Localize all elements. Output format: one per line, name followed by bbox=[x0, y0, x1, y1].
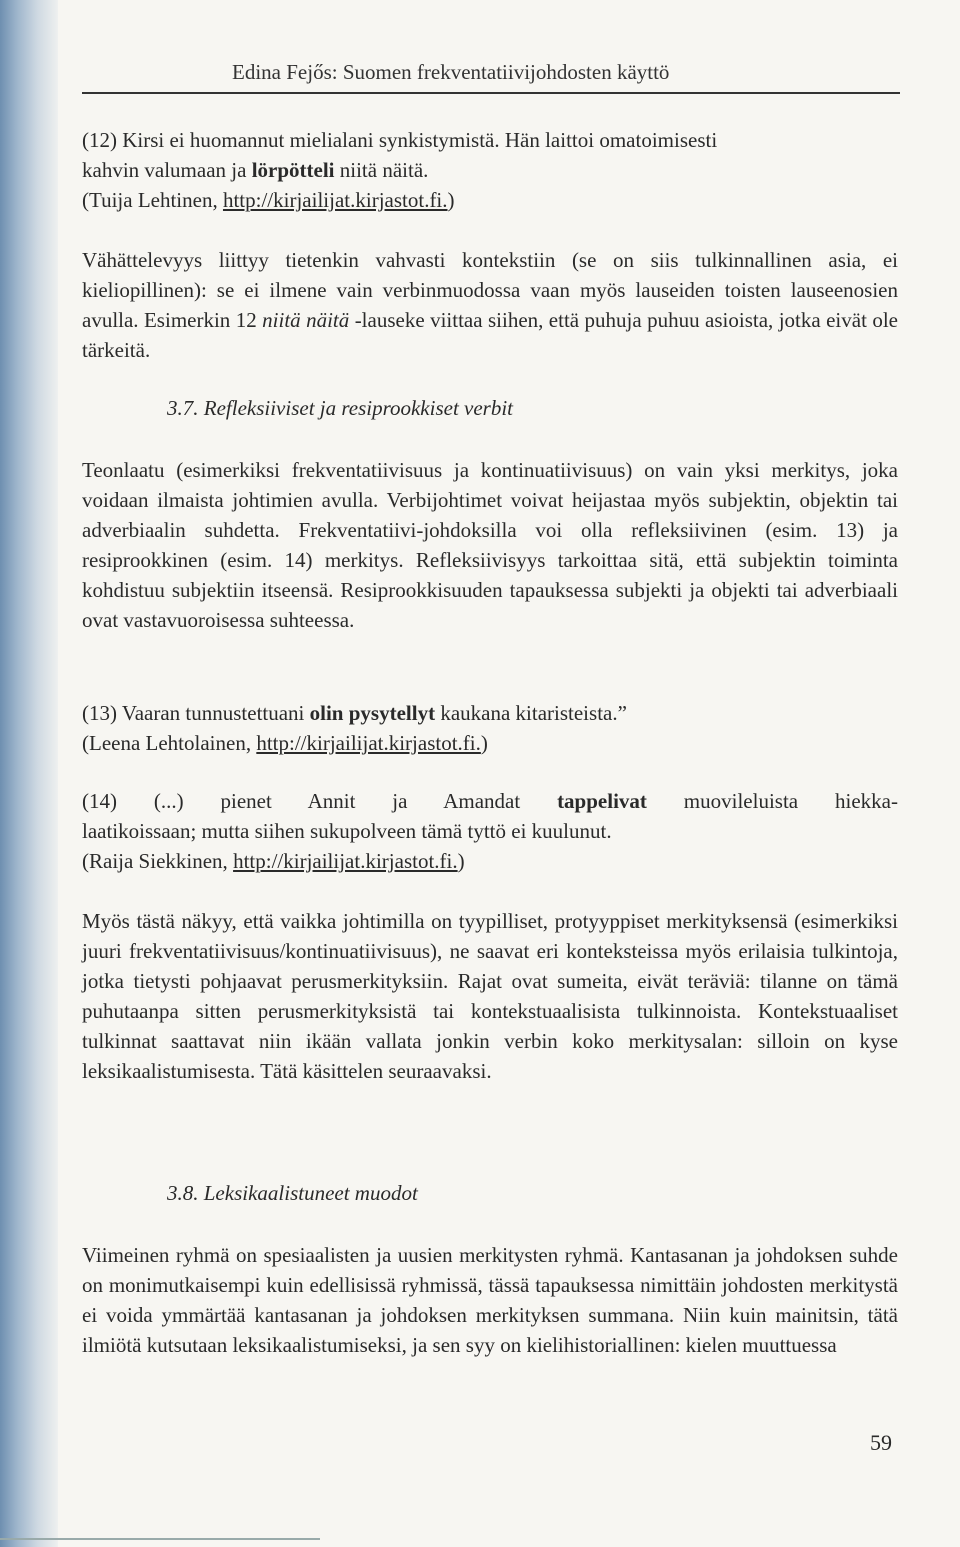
example-12-text: kahvin valumaan ja bbox=[82, 158, 252, 182]
example-12-line-2 bbox=[82, 155, 898, 185]
source-close: ) bbox=[457, 849, 465, 873]
source-author: (Tuija Lehtinen, bbox=[82, 188, 223, 212]
example-14 bbox=[82, 786, 898, 876]
paragraph-3: Myös tästä näkyy, että vaikka johtimilla on tyypilliset, protyyppiset merkityksensä (esimerkiksi juuri frekventatiivisuus/kontinuatiivisuus), ne saavat eri konteksteissa myös erilaisia tulkintoja, jotka tietysti pohjaavat perusmerkityksiin. Rajat ovat sumeita, eivät teräviä: tilanne on tämä puhutaanpa sitten perusmerkityksistä tai kontekstuaalisista tulkinnoista. Kontekstuaaliset tulkinnat saattavat niin ikään vallata jonkin verbin koko merkitysalan: silloin on kyse leksikaalistumisesta. Tätä käsittelen seuraavaksi. bbox=[82, 909, 898, 1083]
example-14-highlight: tappelivat bbox=[557, 789, 647, 813]
example-13-line-1 bbox=[82, 698, 898, 728]
source-link[interactable]: http://kirjailijat.kirjastot.fi. bbox=[233, 849, 458, 873]
example-14-line-2: laatikoissaan; mutta siihen sukupolveen tämä tyttö ei kuulunut. bbox=[82, 819, 612, 843]
bottom-edge-line bbox=[0, 1538, 320, 1540]
example-14-source bbox=[82, 846, 898, 876]
example-13-text-end: kaukana kitaristeista.” bbox=[435, 701, 627, 725]
header-rule bbox=[82, 92, 900, 94]
example-12-text-end: niitä näitä. bbox=[334, 158, 429, 182]
paragraph-4: Viimeinen ryhmä on spesiaalisten ja uusien merkitysten ryhmä. Kantasanan ja johdoksen suhde on monimutkaisempi kuin edellisissä ryhmissä, tässä tapauksessa nimittäin johdosten merkitystä ei voida ymmärtää kantasanan ja johdoksen merkityksen summana. Niin kuin mainitsin, tätä ilmiötä kutsutaan leksikaalistumiseksi, ja sen syy on kielihistoriallinen: kielen muuttuessa bbox=[82, 1243, 898, 1357]
source-author: (Raija Siekkinen, bbox=[82, 849, 234, 873]
example-12-source bbox=[82, 185, 898, 215]
example-14-text: (14) (...) pienet Annit ja Amandat bbox=[82, 789, 558, 813]
source-close: ) bbox=[480, 731, 488, 755]
paragraph-1-text: Vähättelevyys liittyy tietenkin vahvasti kontekstiin (se on siis tulkinnallinen asia, ei kieliopillinen): se ei ilmene vain verbinmuodossa vaan myös lauseiden toisten lauseenosien avulla. Esimerkin 12 bbox=[82, 248, 898, 332]
example-14-text-end: muovileluista hiekka- bbox=[646, 789, 898, 813]
paragraph-1-text-end: -lauseke viittaa siihen, että puhuja puhuu asioista, jotka eivät ole tärkeitä. bbox=[82, 308, 898, 362]
example-12-highlight: lörpötteli bbox=[251, 158, 335, 182]
source-link[interactable]: http://kirjailijat.kirjastot.fi. bbox=[256, 731, 481, 755]
example-13-highlight: olin pysytellyt bbox=[309, 701, 436, 725]
example-13-source bbox=[82, 728, 898, 758]
example-12-line-1: (12) Kirsi ei huomannut mielialani synkistymistä. Hän laittoi omatoimisesti bbox=[82, 128, 718, 152]
paragraph-1-italic: niitä näitä bbox=[262, 308, 350, 332]
source-author: (Leena Lehtolainen, bbox=[82, 731, 257, 755]
paragraph-1 bbox=[82, 245, 898, 365]
example-13 bbox=[82, 698, 898, 758]
example-14-line-1 bbox=[82, 786, 898, 816]
example-13-text: (13) Vaaran tunnustettuani bbox=[82, 701, 310, 725]
source-link[interactable]: http://kirjailijat.kirjastot.fi. bbox=[222, 188, 448, 212]
paragraph-2: Teonlaatu (esimerkiksi frekventatiivisuus ja kontinuatiivisuus) on vain yksi merkitys, joka voidaan ilmaista johtimien avulla. Verbijohtimet voivat heijastaa myös subjektin, objektin tai adverbiaalin suhdetta. Frekventatiivi-johdoksilla voi olla refleksiivinen (esim. 13) ja resiprookkinen (esim. 14) merkitys. Refleksiivisyys tarkoittaa sitä, että subjektin toiminta kohdistuu subjektiin itseensä. Resiprookkisuuden tapauksessa subjekti ja objekti tai adverbiaali ovat vastavuoroisessa suhteessa. bbox=[82, 458, 898, 632]
binding-shadow bbox=[0, 0, 58, 1547]
section-heading-3-7: 3.7. Refleksiiviset ja resiprookkiset verbit bbox=[167, 396, 514, 420]
running-head: Edina Fejős: Suomen frekventatiivijohdosten käyttö bbox=[232, 60, 670, 84]
example-12 bbox=[82, 125, 898, 215]
source-close: ) bbox=[447, 188, 455, 212]
section-heading-3-8: 3.8. Leksikaalistuneet muodot bbox=[167, 1181, 418, 1205]
page-number: 59 bbox=[870, 1430, 892, 1455]
